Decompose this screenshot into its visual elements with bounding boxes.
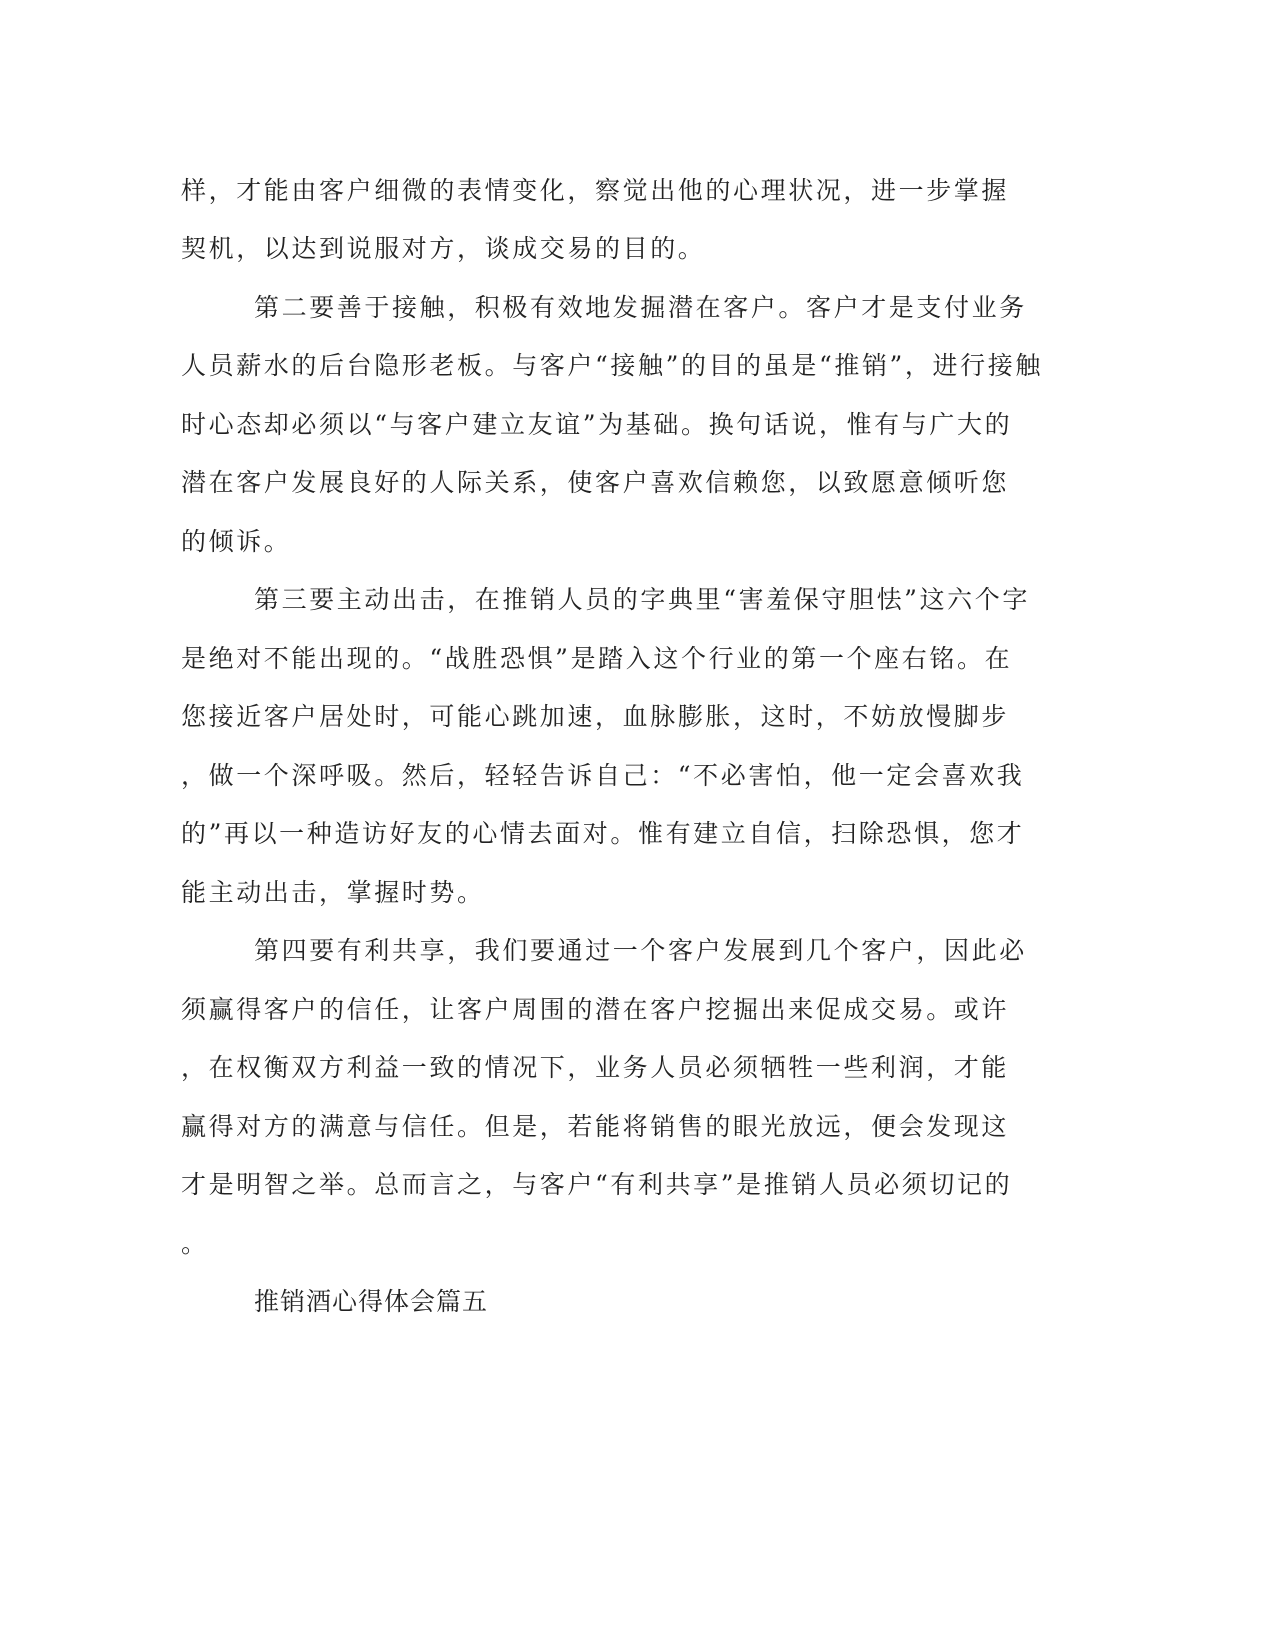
paragraph-2-line-2: 人员薪水的后台隐形老板。与客户“接触”的目的虽是“推销”，进行接触 [181, 351, 1043, 380]
section-heading: 推销酒心得体会篇五 [254, 1287, 489, 1316]
paragraph-1-line-2: 契机，以达到说服对方，谈成交易的目的。 [181, 234, 706, 263]
paragraph-1-line-1: 样，才能由客户细微的表情变化，察觉出他的心理状况，进一步掌握 [181, 176, 1010, 205]
paragraph-3-line-1: 第三要主动出击，在推销人员的字典里“害羞保守胆怯”这六个字 [254, 585, 1030, 614]
paragraph-3-line-6: 能主动出击，掌握时势。 [181, 878, 485, 907]
paragraph-3-line-4: ，做一个深呼吸。然后，轻轻告诉自己：“不必害怕，他一定会喜欢我 [181, 761, 1025, 790]
paragraph-3-line-5: 的”再以一种造访好友的心情去面对。惟有建立自信，扫除恐惧，您才 [181, 819, 1025, 848]
paragraph-4-line-2: 须赢得客户的信任，让客户周围的潜在客户挖掘出来促成交易。或许 [181, 995, 1010, 1024]
paragraph-3-line-2: 是绝对不能出现的。“战胜恐惧”是踏入这个行业的第一个座右铭。在 [181, 644, 1013, 673]
paragraph-2-line-1: 第二要善于接触，积极有效地发掘潜在客户。客户才是支付业务 [254, 293, 1027, 322]
paragraph-3-line-3: 您接近客户居处时，可能心跳加速，血脉膨胀，这时，不妨放慢脚步 [181, 702, 1010, 731]
paragraph-4-line-5: 才是明智之举。总而言之，与客户“有利共享”是推销人员必须切记的 [181, 1170, 1013, 1199]
paragraph-2-line-4: 潜在客户发展良好的人际关系，使客户喜欢信赖您，以致愿意倾听您 [181, 468, 1010, 497]
paragraph-4-line-6: 。 [181, 1229, 209, 1258]
paragraph-4-line-3: ，在权衡双方利益一致的情况下，业务人员必须牺牲一些利润，才能 [181, 1053, 1010, 1082]
paragraph-2-line-5: 的倾诉。 [181, 527, 292, 556]
paragraph-4-line-4: 赢得对方的满意与信任。但是，若能将销售的眼光放远，便会发现这 [181, 1112, 1010, 1141]
paragraph-2-line-3: 时心态却必须以“与客户建立友谊”为基础。换句话说，惟有与广大的 [181, 410, 1013, 439]
paragraph-4-line-1: 第四要有利共享，我们要通过一个客户发展到几个客户，因此必 [254, 936, 1027, 965]
